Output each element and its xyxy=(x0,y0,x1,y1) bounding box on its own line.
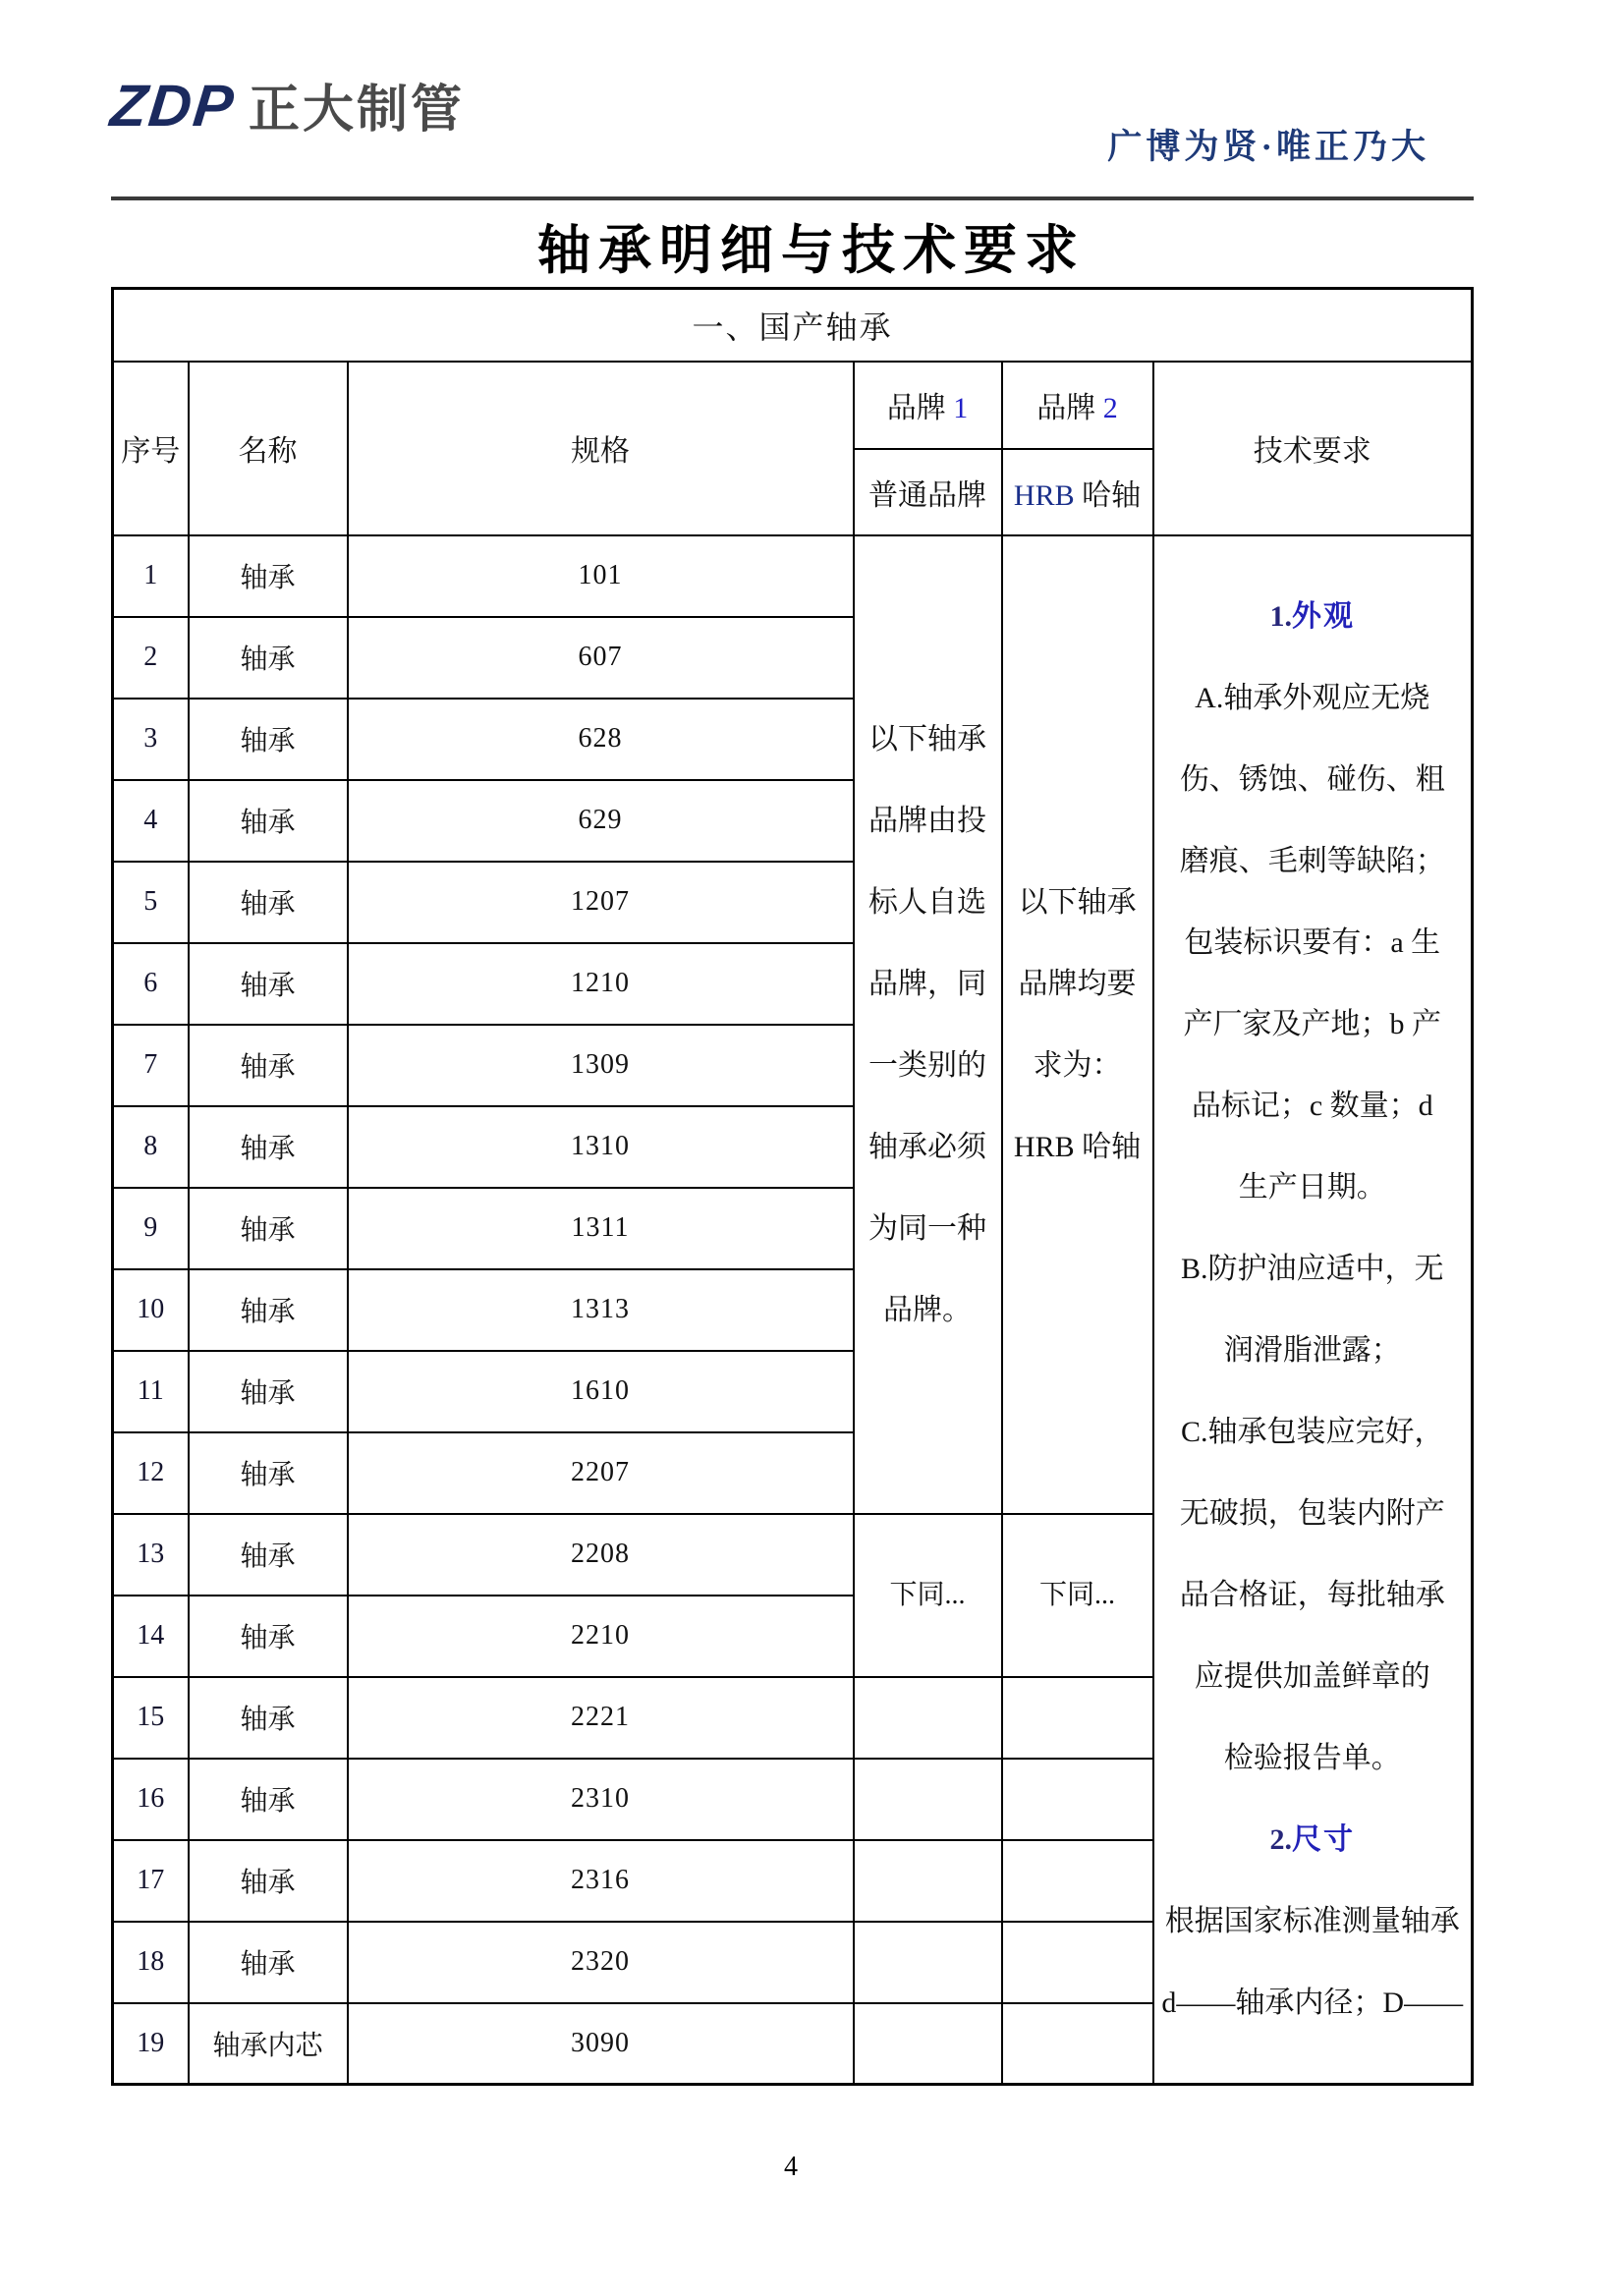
hrb-label: HRB xyxy=(1013,478,1075,512)
bearing-table-wrapper xyxy=(111,287,1474,2086)
col-header-brand2 xyxy=(1002,362,1153,449)
note-line: 品牌均要 xyxy=(1018,967,1137,1000)
cell-name: 轴承 xyxy=(189,699,348,780)
cell-no: 1 xyxy=(113,535,189,617)
cell-name: 轴承 xyxy=(189,1188,348,1269)
tech-text-line: d——轴承内径；D—— xyxy=(1161,1986,1464,2019)
tech-text-line: 伤、锈蚀、碰伤、粗 xyxy=(1179,762,1445,796)
cell-no: 17 xyxy=(113,1840,189,1922)
cell-spec: 2221 xyxy=(348,1677,854,1759)
note-line: 一类别的 xyxy=(868,1048,986,1082)
tech-heading xyxy=(1154,1799,1472,1880)
tech-text-line: 品合格证，每批轴承 xyxy=(1179,1578,1445,1611)
cell-no: 13 xyxy=(113,1514,189,1596)
cell-no: 4 xyxy=(113,780,189,862)
table-head xyxy=(113,289,1473,535)
col-header-spec: 规格 xyxy=(348,362,854,535)
cell-spec: 2316 xyxy=(348,1840,854,1922)
cell-spec: 1311 xyxy=(348,1188,854,1269)
brand2-number: 2 xyxy=(1102,392,1118,424)
cell-spec: 2320 xyxy=(348,1922,854,2003)
cell-name: 轴承 xyxy=(189,1351,348,1432)
note-line: 轴承必须 xyxy=(868,1130,986,1163)
cell-spec: 101 xyxy=(348,535,854,617)
brand1-label: 品牌 xyxy=(886,392,946,424)
cell-no: 3 xyxy=(113,699,189,780)
cell-no: 5 xyxy=(113,862,189,943)
note-line: 为同一种 xyxy=(868,1211,986,1245)
brand2-ditto-cell xyxy=(1002,1514,1153,1677)
cell-name: 轴承内芯 xyxy=(189,2003,348,2085)
cell-spec: 2207 xyxy=(348,1432,854,1514)
table-row xyxy=(113,535,1473,617)
tech-heading xyxy=(1154,576,1472,657)
cell-name: 轴承 xyxy=(189,780,348,862)
cell-no: 14 xyxy=(113,1596,189,1677)
header-divider xyxy=(111,196,1474,200)
brand1-empty-cell xyxy=(854,2003,1002,2085)
table-body xyxy=(113,535,1473,2085)
cell-name: 轴承 xyxy=(189,1106,348,1188)
cell-no: 11 xyxy=(113,1351,189,1432)
cell-spec: 3090 xyxy=(348,2003,854,2085)
brand1-empty-cell xyxy=(854,1677,1002,1759)
cell-name: 轴承 xyxy=(189,943,348,1025)
tech-text-line: B.防护油应适中，无 xyxy=(1181,1252,1444,1285)
note-line: 品牌。 xyxy=(883,1293,972,1326)
tech-text-line: 生产日期。 xyxy=(1238,1170,1386,1204)
cell-spec: 2208 xyxy=(348,1514,854,1596)
tech-heading-word: 外观 xyxy=(1292,599,1355,633)
cell-spec: 628 xyxy=(348,699,854,780)
cell-name: 轴承 xyxy=(189,1514,348,1596)
cell-name: 轴承 xyxy=(189,1922,348,2003)
table-caption-row xyxy=(113,289,1473,362)
tech-heading-number: 2. xyxy=(1269,1822,1292,1856)
col-header-brand1 xyxy=(854,362,1002,449)
brand2-empty-cell xyxy=(1002,1677,1153,1759)
page-header xyxy=(107,69,1474,206)
brand1-note-cell xyxy=(854,535,1002,1514)
tech-heading-number: 1. xyxy=(1269,599,1292,633)
zdp-logo-icon: ZDP xyxy=(107,73,239,139)
cell-no: 8 xyxy=(113,1106,189,1188)
cell-spec: 1310 xyxy=(348,1106,854,1188)
cell-name: 轴承 xyxy=(189,1025,348,1106)
cell-spec: 1313 xyxy=(348,1269,854,1351)
tech-text-line: 根据国家标准测量轴承 xyxy=(1164,1904,1460,1937)
bearing-table xyxy=(111,287,1474,2086)
cell-spec: 2210 xyxy=(348,1596,854,1677)
tech-text-line: 品标记；c 数量；d xyxy=(1191,1089,1433,1122)
company-slogan: 广博为贤·唯正乃大 xyxy=(1107,128,1429,166)
brand1-empty-cell xyxy=(854,1759,1002,1840)
col-header-tech: 技术要求 xyxy=(1153,362,1473,535)
cell-spec: 1210 xyxy=(348,943,854,1025)
tech-text-line: 无破损，包装内附产 xyxy=(1179,1496,1445,1530)
col-subheader-brand2 xyxy=(1002,449,1153,535)
tech-text-line: C.轴承包装应完好， xyxy=(1181,1415,1444,1448)
note-line: 以下轴承 xyxy=(1018,885,1137,919)
tech-text-line: A.轴承外观应无烧 xyxy=(1195,681,1430,714)
cell-no: 16 xyxy=(113,1759,189,1840)
brand2-empty-cell xyxy=(1002,2003,1153,2085)
cell-name: 轴承 xyxy=(189,617,348,699)
tech-text-line: 包装标识要有：a 生 xyxy=(1184,925,1441,959)
note-line: 求为： xyxy=(1033,1048,1122,1082)
cell-no: 12 xyxy=(113,1432,189,1514)
cell-spec: 2310 xyxy=(348,1759,854,1840)
cell-no: 7 xyxy=(113,1025,189,1106)
tech-heading-word: 尺寸 xyxy=(1292,1822,1355,1856)
cell-name: 轴承 xyxy=(189,1432,348,1514)
tech-text-line: 产厂家及产地；b 产 xyxy=(1183,1007,1441,1040)
cell-spec: 1309 xyxy=(348,1025,854,1106)
cell-spec: 1207 xyxy=(348,862,854,943)
cell-spec: 629 xyxy=(348,780,854,862)
tech-text-line: 检验报告单。 xyxy=(1223,1741,1401,1774)
col-subheader-brand1: 普通品牌 xyxy=(854,449,1002,535)
tech-text-line: 磨痕、毛刺等缺陷； xyxy=(1179,844,1445,877)
note-line: 品牌由投 xyxy=(868,804,986,837)
cell-no: 19 xyxy=(113,2003,189,2085)
cell-no: 2 xyxy=(113,617,189,699)
cell-no: 9 xyxy=(113,1188,189,1269)
note-line: HRB 哈轴 xyxy=(1013,1130,1142,1163)
tech-requirements-cell xyxy=(1153,535,1473,2085)
cell-name: 轴承 xyxy=(189,1269,348,1351)
note-line: 标人自选 xyxy=(868,885,986,919)
logo-company-name: 正大制管 xyxy=(249,82,466,139)
cell-name: 轴承 xyxy=(189,535,348,617)
brand2-empty-cell xyxy=(1002,1759,1153,1840)
hrb-cn-label: 哈轴 xyxy=(1082,478,1142,512)
brand2-label: 品牌 xyxy=(1036,392,1096,424)
brand2-note-cell xyxy=(1002,535,1153,1514)
cell-spec: 607 xyxy=(348,617,854,699)
note-line: 以下轴承 xyxy=(868,722,986,756)
company-logo xyxy=(107,73,466,139)
ditto-text: 下同... xyxy=(889,1580,966,1610)
cell-name: 轴承 xyxy=(189,1759,348,1840)
tech-text-line: 润滑脂泄露； xyxy=(1223,1333,1401,1367)
brand2-empty-cell xyxy=(1002,1840,1153,1922)
cell-no: 10 xyxy=(113,1269,189,1351)
page-title: 轴承明细与技术要求 xyxy=(537,221,1086,280)
brand1-ditto-cell xyxy=(854,1514,1002,1677)
ditto-text: 下同... xyxy=(1038,1580,1115,1610)
col-header-no: 序号 xyxy=(113,362,189,535)
brand1-empty-cell xyxy=(854,1922,1002,2003)
cell-no: 15 xyxy=(113,1677,189,1759)
cell-spec: 1610 xyxy=(348,1351,854,1432)
header-row-1 xyxy=(113,362,1473,449)
page-number: 4 xyxy=(784,2152,798,2182)
col-header-name: 名称 xyxy=(189,362,348,535)
cell-no: 18 xyxy=(113,1922,189,2003)
cell-name: 轴承 xyxy=(189,1840,348,1922)
table-caption: 一、国产轴承 xyxy=(113,289,1473,362)
brand1-number: 1 xyxy=(953,392,969,424)
cell-no: 6 xyxy=(113,943,189,1025)
cell-name: 轴承 xyxy=(189,1677,348,1759)
cell-name: 轴承 xyxy=(189,1596,348,1677)
cell-name: 轴承 xyxy=(189,862,348,943)
note-line: 品牌，同 xyxy=(868,967,986,1000)
brand1-empty-cell xyxy=(854,1840,1002,1922)
tech-text-line: 应提供加盖鲜章的 xyxy=(1194,1659,1430,1693)
brand2-empty-cell xyxy=(1002,1922,1153,2003)
